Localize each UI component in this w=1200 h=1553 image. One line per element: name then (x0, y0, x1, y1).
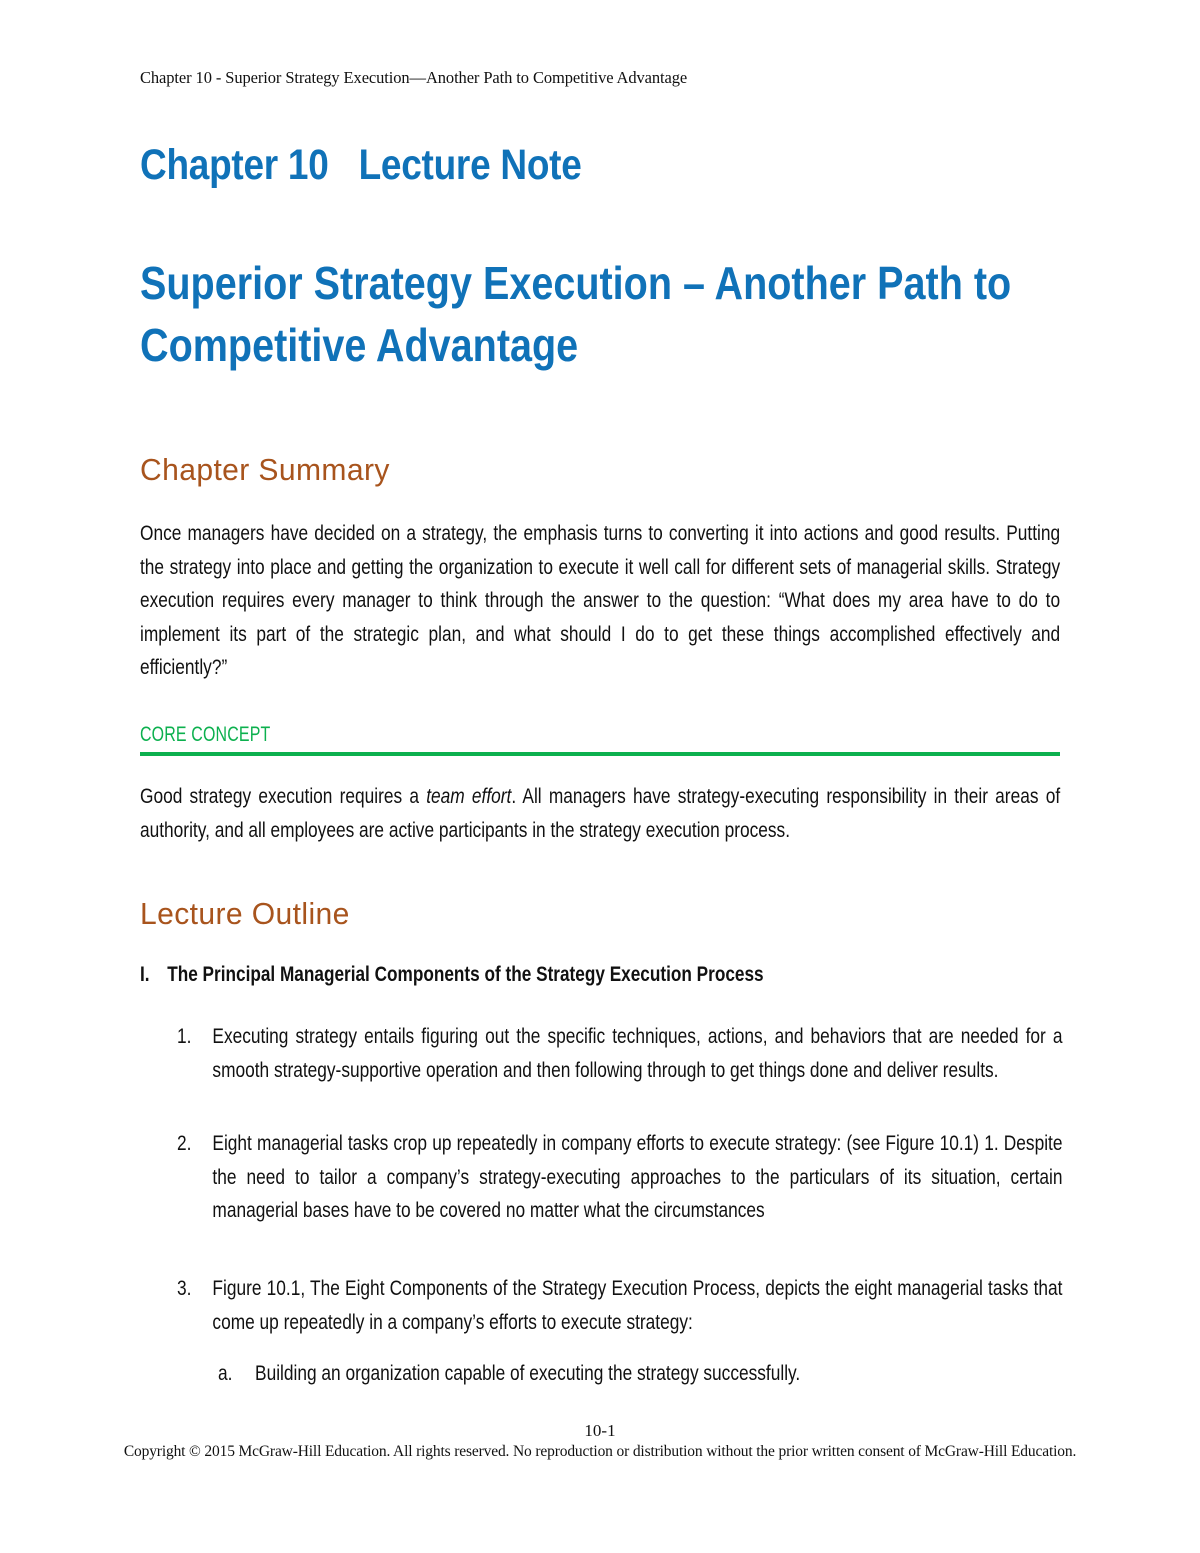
outline-marker: 2. (177, 1131, 192, 1155)
outline-text: Eight managerial tasks crop up repeatedly in company efforts to execute strategy: (see Figure 10.1) 1. Despite the need to tailor a company’s strategy-executing approaches to the particulars of its situation, certain managerial bases have to be covered no matter what the circumstances (212, 1131, 1063, 1222)
outline-marker: 3. (177, 1276, 192, 1300)
outline-item-1 (177, 1020, 1063, 1087)
page-number: 10-1 (584, 1421, 616, 1440)
core-concept-text-tail: . All managers have strategy-executing responsibility in their areas of authority, and all employees are active participants in the strategy execution process. (140, 784, 1061, 842)
outline-text: Executing strategy entails figuring out the specific techniques, actions, and behaviors that are needed for a smooth strategy-supportive operation and then following through to get things done and deliver results. (212, 1024, 1063, 1082)
outline-text: Building an organization capable of executing the strategy successfully. (255, 1361, 801, 1385)
chapter-summary-heading: Chapter Summary (140, 452, 390, 487)
outline-text: Figure 10.1, The Eight Components of the Strategy Execution Process, depicts the eight managerial tasks that come up repeatedly in a company’s efforts to execute strategy: (212, 1276, 1063, 1334)
outline-text: The Principal Managerial Components of the Strategy Execution Process (167, 962, 764, 986)
outline-item-roman-i (140, 958, 1060, 991)
title-block (140, 140, 1070, 376)
outline-item-a (218, 1357, 1059, 1391)
page-title: Chapter 10 Lecture Note (140, 141, 582, 189)
copyright-notice: Copyright © 2015 McGraw-Hill Education. All rights reserved. No reproduction or distribution without the prior written consent of McGraw-Hill Education. (123, 1443, 1077, 1460)
outline-marker: I. (140, 962, 150, 986)
page-subtitle: Superior Strategy Execution – Another Path to Competitive Advantage (140, 257, 1012, 371)
outline-marker: a. (218, 1361, 233, 1385)
core-concept-paragraph (140, 780, 1060, 847)
core-concept-divider (140, 752, 1060, 756)
chapter-summary-paragraph: Once managers have decided on a strategy, the emphasis turns to converting it into actions and good results. Putting the strategy into place and getting the organization to execute it well call for different sets of managerial skills. Strategy execution requires every manager to think through the answer to the question: “What does my area have to do to implement its part of the strategic plan, and what should I do to get these things accomplished effectively and efficiently?” (140, 521, 1061, 679)
lecture-outline-heading: Lecture Outline (140, 896, 350, 931)
core-concept-italic-phrase: team effort (426, 784, 512, 808)
core-concept-heading: CORE CONCEPT (140, 723, 271, 746)
core-concept-text-lead: Good strategy execution requires a (140, 784, 427, 808)
outline-item-2 (177, 1127, 1063, 1228)
page-footer (108, 1420, 1092, 1462)
outline-item-3 (177, 1272, 1063, 1339)
running-header: Chapter 10 - Superior Strategy Execution—Another Path to Competitive Advantage (140, 68, 688, 87)
outline-marker: 1. (177, 1024, 192, 1048)
